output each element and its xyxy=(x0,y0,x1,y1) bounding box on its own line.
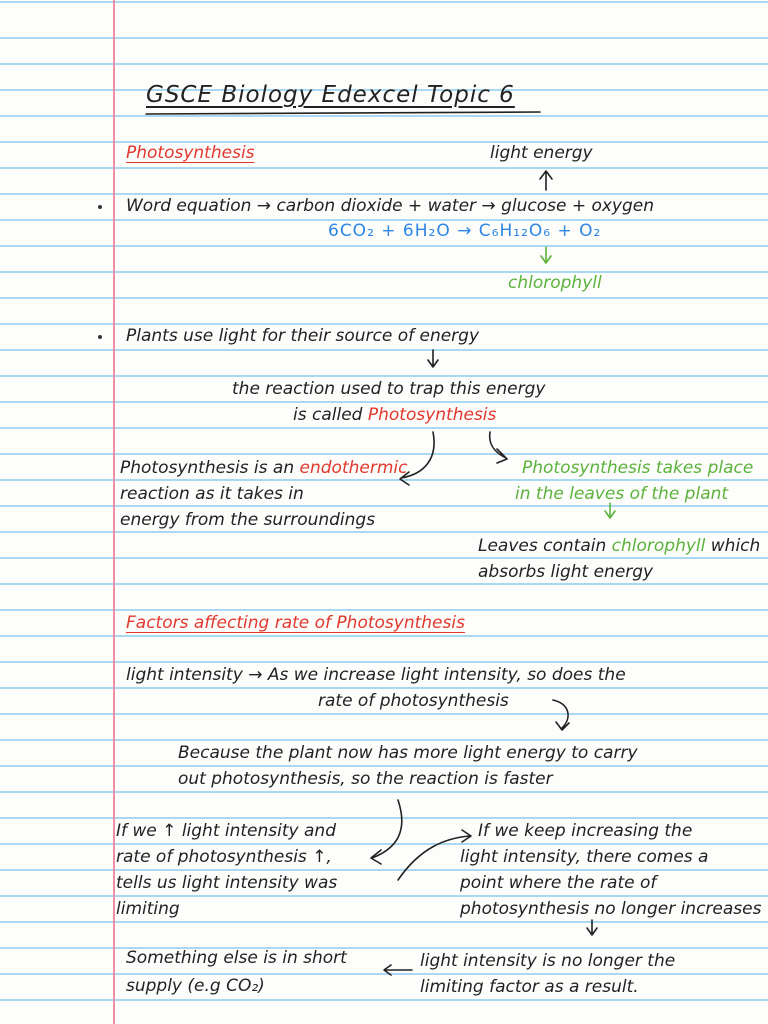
arrow-down-leaves-icon xyxy=(605,503,615,518)
keep-line-1: If we keep increasing the xyxy=(478,821,693,841)
endo-line-3: energy from the surroundings xyxy=(120,510,376,530)
arrow-up-light-energy-icon xyxy=(540,171,552,190)
keep-line-2: light intensity, there comes a xyxy=(460,847,709,867)
leaves-line-2: in the leaves of the plant xyxy=(515,484,729,504)
endo-line-2: reaction as it takes in xyxy=(120,484,304,504)
nolonger-line-1: light intensity is no longer the xyxy=(420,951,676,971)
photosynthesis-heading: Photosynthesis xyxy=(126,143,255,163)
keep-line-4: photosynthesis no longer increases xyxy=(460,899,762,919)
endo-term: endothermic xyxy=(299,458,408,478)
endo-prefix: Photosynthesis is an xyxy=(120,458,295,478)
curved-arrow-leaves-icon xyxy=(490,432,507,463)
reaction-line-1: the reaction used to trap this energy xyxy=(232,379,546,399)
if-line-1: If we ↑ light intensity and xyxy=(116,821,336,841)
nolonger-line-2: limiting factor as a result. xyxy=(420,977,639,997)
because-line-1: Because the plant now has more light energy to carry xyxy=(178,743,638,763)
reaction-line-2-prefix: is called xyxy=(293,405,363,425)
light-energy-label: light energy xyxy=(490,143,593,163)
plants-line: Plants use light for their source of energy xyxy=(126,326,480,346)
curved-arrow-limiting-icon xyxy=(371,800,402,864)
chlorophyll-label: chlorophyll xyxy=(508,273,602,293)
bracket-arrow-rate-icon xyxy=(553,700,569,730)
curved-arrow-keep-icon xyxy=(398,830,471,880)
factors-heading: Factors affecting rate of Photosynthesis xyxy=(126,613,465,633)
arrow-left-else-icon xyxy=(384,965,412,975)
absorbs-line: absorbs light energy xyxy=(478,562,654,582)
if-line-2: rate of photosynthesis ↑, xyxy=(116,847,332,867)
if-line-3: tells us light intensity was xyxy=(116,873,338,893)
symbol-equation: 6CO₂ + 6H₂O → C₆H₁₂O₆ + O₂ xyxy=(328,221,602,241)
reaction-term: Photosynthesis xyxy=(367,405,497,425)
leaves-line-1: Photosynthesis takes place xyxy=(522,458,754,478)
contain-term: chlorophyll xyxy=(611,536,706,556)
arrow-down-nolonger-icon xyxy=(587,920,597,935)
contain-suffix: which xyxy=(710,536,761,556)
intensity-line-2: rate of photosynthesis xyxy=(318,691,509,711)
if-line-4: limiting xyxy=(116,899,180,919)
page-title: GSCE Biology Edexcel Topic 6 xyxy=(146,82,515,108)
else-line-2: supply (e.g CO₂) xyxy=(126,976,265,996)
intensity-line-1: light intensity → As we increase light intensity, so does the xyxy=(126,665,626,685)
else-line-1: Something else is in short xyxy=(126,948,347,968)
arrow-down-reaction-icon xyxy=(428,350,438,367)
keep-line-3: point where the rate of xyxy=(460,873,657,893)
arrow-down-chlorophyll-icon xyxy=(541,247,551,263)
contain-prefix: Leaves contain xyxy=(478,536,607,556)
curved-arrow-endothermic-icon xyxy=(400,432,434,485)
title-underline xyxy=(146,112,540,114)
word-equation: Word equation → carbon dioxide + water → glucose + oxygen xyxy=(126,196,655,216)
because-line-2: out photosynthesis, so the reaction is faster xyxy=(178,769,553,789)
